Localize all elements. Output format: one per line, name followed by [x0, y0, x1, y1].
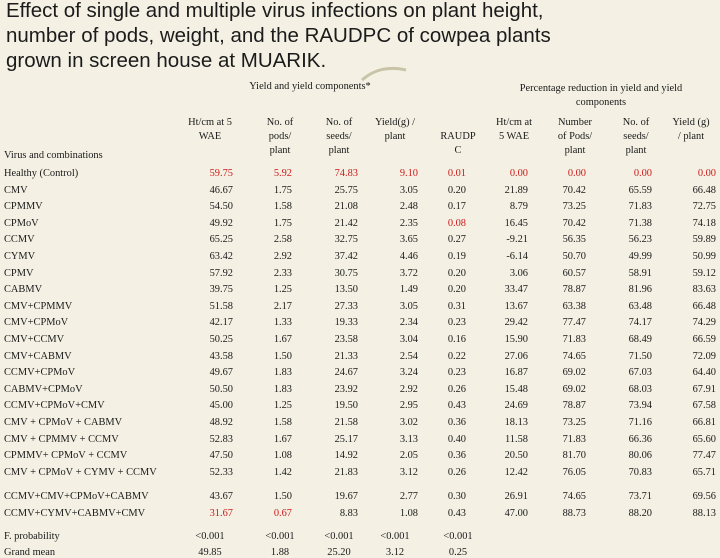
table-cell: 54.50	[209, 201, 233, 213]
table-cell: 78.87	[562, 400, 586, 412]
table-cell: 49.85	[198, 547, 222, 558]
table-cell: 0.31	[447, 300, 466, 312]
table-cell: 0.27	[447, 234, 466, 246]
table-cell: 1.08	[273, 450, 292, 462]
table-cell: 25.75	[334, 184, 358, 196]
row-label: CMV + CPMoV + CABMV	[4, 417, 123, 428]
table-cell: 47.50	[209, 450, 233, 462]
table-cell: 74.65	[562, 491, 586, 503]
table-cell: 47.00	[504, 508, 528, 519]
row-label: CPMoV	[4, 217, 39, 229]
table-cell: 65.59	[628, 184, 652, 196]
table-cell: 74.65	[562, 350, 586, 362]
table-cell: <0.001	[443, 530, 473, 542]
table-cell: 19.50	[334, 400, 358, 412]
table-cell: 68.03	[628, 383, 652, 395]
table-cell: 16.87	[504, 367, 528, 379]
column-header-line: No. of	[266, 117, 294, 128]
table-cell: 49.67	[209, 367, 233, 379]
row-label: CMV+CPMoV	[4, 317, 69, 329]
table-cell: 0.20	[447, 267, 466, 279]
table-cell: 71.38	[628, 217, 652, 229]
table-cell: 2.34	[399, 317, 418, 329]
column-header-line: WAE	[198, 131, 222, 142]
table-cell: 50.99	[692, 251, 716, 262]
row-label: CMV + CPMMV + CCMV	[4, 433, 119, 445]
table-cell: 3.12	[399, 466, 418, 478]
table-cell: 30.75	[334, 267, 358, 279]
table-cell: 81.70	[562, 450, 586, 462]
table-cell: 1.50	[273, 491, 292, 503]
column-header-line: of Pods/	[557, 131, 593, 142]
column-header-line: Ht/cm at	[495, 117, 533, 128]
table-cell: 2.33	[273, 267, 292, 279]
table-cell: 50.50	[209, 383, 233, 395]
table-cell: 88.20	[628, 508, 652, 519]
table-cell: 1.08	[399, 508, 418, 519]
table-cell: -6.14	[506, 251, 528, 262]
table-cell: 3.05	[399, 300, 418, 312]
table-cell: 74.18	[692, 217, 716, 229]
table-cell: 1.25	[273, 400, 292, 412]
table-cell: 59.12	[692, 267, 716, 279]
table-cell: 0.23	[447, 317, 466, 329]
table-cell: 1.50	[273, 350, 292, 362]
table-cell: 59.75	[209, 168, 233, 179]
table-cell: 0.00	[697, 168, 716, 179]
table-cell: 0.25	[448, 547, 468, 558]
table-cell: 0.00	[509, 168, 528, 179]
table-cell: 2.54	[399, 350, 418, 362]
table-cell: <0.001	[380, 530, 410, 542]
table-cell: 1.88	[270, 547, 290, 558]
table-cell: 1.83	[273, 383, 292, 395]
table-cell: <0.001	[265, 530, 295, 542]
table-cell: 63.38	[562, 300, 586, 312]
table-cell: 26.91	[504, 491, 528, 503]
table-cell: 56.35	[562, 234, 586, 246]
table-cell: 76.05	[562, 466, 586, 478]
table-cell: 3.04	[399, 334, 418, 345]
row-label: CMV+CPMMV	[4, 300, 73, 312]
table-cell: 24.67	[334, 367, 358, 379]
table-cell: 0.43	[447, 400, 466, 412]
table-cell: 72.09	[692, 350, 716, 362]
table-cell: 49.99	[628, 251, 652, 262]
column-header-line: plant	[564, 145, 586, 156]
column-header-line: plant	[384, 131, 406, 142]
table-cell: 12.42	[504, 466, 528, 478]
table-cell: 2.92	[273, 251, 292, 262]
table-cell: 0.20	[447, 184, 466, 196]
table-cell: 29.42	[504, 317, 528, 329]
table-cell: 3.72	[399, 267, 418, 279]
column-header-line: RAUDP	[440, 131, 476, 142]
row-label: CMV+CABMV	[4, 350, 72, 362]
table-cell: 11.58	[505, 433, 528, 445]
table-cell: 25.17	[334, 433, 358, 445]
table-cell: 3.05	[399, 184, 418, 196]
column-header-line: seeds/	[326, 131, 352, 142]
table-cell: 33.47	[504, 284, 528, 296]
table-cell: 67.91	[692, 383, 716, 395]
table-cell: 73.25	[562, 417, 586, 428]
table-cell: 21.58	[334, 417, 358, 428]
column-header-line: 5 WAE	[498, 131, 530, 142]
table-cell: 42.17	[209, 317, 233, 329]
table-cell: 50.25	[209, 334, 233, 345]
column-header-line: plant	[625, 145, 647, 156]
table-cell: 19.33	[334, 317, 358, 329]
table-cell: 57.92	[209, 267, 233, 279]
row-label: CCMV+CYMV+CABMV+CMV	[4, 508, 146, 519]
table-cell: 70.42	[562, 184, 586, 196]
table-cell: 0.23	[447, 367, 466, 379]
table-cell: 1.42	[273, 466, 292, 478]
table-cell: 19.67	[334, 491, 358, 503]
table-cell: 0.22	[447, 350, 466, 362]
table-cell: 50.70	[562, 251, 586, 262]
table-cell: 9.10	[399, 168, 418, 179]
table-cell: 69.56	[692, 491, 716, 503]
table-cell: 21.89	[504, 184, 528, 196]
table-cell: 23.58	[334, 334, 358, 345]
table-cell: 21.42	[334, 217, 358, 229]
table-cell: 66.48	[692, 184, 716, 196]
table-cell: 0.36	[447, 417, 466, 428]
table-cell: 0.00	[567, 168, 586, 179]
row-label: CCMV+CPMoV	[4, 367, 76, 379]
table-cell: 5.92	[273, 168, 292, 179]
table-cell: 68.49	[628, 334, 652, 345]
row-label: Grand mean	[4, 547, 56, 558]
table-cell: 67.03	[628, 367, 652, 379]
table-cell: 45.00	[209, 400, 233, 412]
column-header-line: Number	[557, 117, 593, 128]
table-cell: 14.92	[334, 450, 358, 462]
table-cell: 71.50	[628, 350, 652, 362]
table-cell: 69.02	[562, 367, 586, 379]
table-cell: 83.63	[692, 284, 716, 296]
row-label: CABMV	[4, 284, 43, 296]
table-cell: 0.30	[447, 491, 466, 503]
table-cell: 71.16	[628, 417, 652, 428]
table-cell: 31.67	[209, 508, 233, 519]
row-label: CMV + CPMoV + CYMV + CCMV	[4, 466, 157, 478]
table-cell: 65.60	[692, 433, 716, 445]
row-label: CPMV	[4, 267, 34, 279]
table-cell: 69.02	[562, 383, 586, 395]
table-cell: 58.91	[628, 267, 652, 279]
row-label: CPMMV+ CPMoV + CCMV	[4, 450, 128, 462]
table-cell: 2.58	[273, 234, 292, 246]
table-cell: 70.83	[628, 466, 652, 478]
table-cell: 4.46	[399, 251, 418, 262]
table-cell: 0.01	[447, 168, 466, 179]
row-label: Healthy (Control)	[4, 168, 79, 179]
table-cell: 0.43	[447, 508, 466, 519]
column-header-line: / plant	[677, 131, 705, 142]
table-cell: 25.20	[327, 547, 351, 558]
table-cell: 71.83	[628, 201, 652, 213]
table-cell: 1.83	[273, 367, 292, 379]
row-label: CMV+CCMV	[4, 334, 65, 345]
table-cell: 8.79	[509, 201, 528, 213]
table-cell: 23.92	[334, 383, 358, 395]
table-cell: 0.36	[447, 450, 466, 462]
column-header-line: plant	[328, 145, 350, 156]
table-cell: 46.67	[209, 184, 233, 196]
table-cell: 2.95	[399, 400, 418, 412]
table-cell: 88.13	[692, 508, 716, 519]
table-cell: 1.67	[273, 334, 292, 345]
table-cell: 43.67	[209, 491, 233, 503]
table-cell: 63.48	[628, 300, 652, 312]
table-cell: 16.45	[504, 217, 528, 229]
table-cell: 66.36	[628, 433, 652, 445]
table-cell: 71.83	[562, 433, 586, 445]
table-cell: 67.58	[692, 400, 716, 412]
table-cell: 13.50	[334, 284, 358, 296]
group-header-reduction-line1: Percentage reduction in yield and yield	[519, 83, 683, 94]
table-cell: 66.48	[692, 300, 716, 312]
table-cell: 0.26	[447, 383, 466, 395]
table-cell: 63.42	[209, 251, 233, 262]
table-cell: 74.83	[334, 168, 358, 179]
table-cell: 0.40	[447, 433, 466, 445]
table-cell: 0.67	[273, 508, 292, 519]
row-label: CYMV	[4, 251, 36, 262]
table-cell: 3.24	[399, 367, 418, 379]
table-cell: 66.81	[692, 417, 716, 428]
title-line: grown in screen house at MUARIK.	[6, 49, 327, 72]
table-cell: -9.21	[506, 234, 528, 246]
table-cell: 1.67	[273, 433, 292, 445]
table-cell: 2.77	[399, 491, 418, 503]
table-cell: 32.75	[334, 234, 358, 246]
table-cell: 0.20	[447, 284, 466, 296]
table-cell: 51.58	[209, 300, 233, 312]
table-cell: 3.12	[385, 547, 405, 558]
table-cell: 78.87	[562, 284, 586, 296]
table-cell: 81.96	[628, 284, 652, 296]
table-cell: 2.17	[273, 300, 292, 312]
table-cell: 24.69	[504, 400, 528, 412]
table-cell: 0.08	[447, 217, 466, 229]
table-cell: 0.16	[447, 334, 466, 345]
table-cell: 1.75	[273, 184, 292, 196]
slide-title	[6, 0, 551, 73]
table-cell: 37.42	[334, 251, 358, 262]
table-cell: 0.17	[447, 201, 466, 213]
table-cell: 72.75	[692, 201, 716, 213]
title-line: number of pods, weight, and the RAUDPC of cowpea plants	[6, 24, 551, 47]
table-cell: <0.001	[324, 530, 354, 542]
table-cell: 0.00	[633, 168, 652, 179]
table-cell: 2.48	[399, 201, 418, 213]
table-cell: 52.33	[209, 466, 233, 478]
table-cell: 3.06	[509, 267, 528, 279]
row-label: CABMV+CPMoV	[4, 383, 83, 395]
table-cell: 21.33	[334, 350, 358, 362]
table-cell: 0.19	[447, 251, 466, 262]
column-header-line: C	[454, 145, 462, 156]
table-cell: 1.33	[273, 317, 292, 329]
table-cell: 49.92	[209, 217, 233, 229]
table-cell: 21.83	[334, 466, 358, 478]
table-cell: 18.13	[504, 417, 528, 428]
table-cell: 2.92	[399, 383, 418, 395]
row-label: F. probability	[4, 530, 60, 542]
table-cell: 88.73	[562, 508, 586, 519]
table-cell: 70.42	[562, 217, 586, 229]
table-cell: 8.83	[339, 508, 358, 519]
table-cell: 1.58	[273, 417, 292, 428]
table-cell: 43.58	[209, 350, 233, 362]
table-cell: 2.05	[399, 450, 418, 462]
table-cell: 65.25	[209, 234, 233, 246]
column-header-line: No. of	[325, 117, 353, 128]
table-cell: 21.08	[334, 201, 358, 213]
row-label-header: Virus and combinations	[4, 150, 103, 161]
row-label: CPMMV	[4, 201, 43, 213]
table-cell: 66.59	[692, 334, 716, 345]
row-label: CMV	[4, 184, 28, 196]
table-cell: 73.71	[628, 491, 652, 503]
table-cell: 1.58	[273, 201, 292, 213]
column-header	[646, 116, 720, 144]
table-cell: 27.06	[504, 350, 528, 362]
table-cell: 52.83	[209, 433, 233, 445]
table-cell: 65.71	[692, 466, 716, 478]
table-cell: 3.13	[399, 433, 418, 445]
group-header-yield: Yield and yield components*	[249, 81, 371, 92]
table-cell: 0.26	[447, 466, 466, 478]
table-cell: 3.65	[399, 234, 418, 246]
table-cell: 74.29	[692, 317, 716, 329]
table-cell: 74.17	[628, 317, 652, 329]
title-line: Effect of single and multiple virus infections on plant height,	[6, 0, 544, 22]
table-cell: 60.57	[562, 267, 586, 279]
table-cell: 1.49	[399, 284, 418, 296]
table-cell: 39.75	[209, 284, 233, 296]
table-cell: 15.90	[504, 334, 528, 345]
table-cell: 80.06	[628, 450, 652, 462]
group-header-reduction	[492, 82, 710, 110]
table-cell: 1.75	[273, 217, 292, 229]
column-header-line: pods/	[268, 131, 292, 142]
column-header-line: Yield(g) /	[374, 117, 416, 128]
row-label: CCMV	[4, 234, 35, 246]
row-label: CCMV+CPMoV+CMV	[4, 400, 105, 412]
table-cell: 73.94	[628, 400, 652, 412]
table-cell: 71.83	[562, 334, 586, 345]
table-cell: 2.35	[399, 217, 418, 229]
column-header-line: seeds/	[623, 131, 649, 142]
table-cell: 15.48	[504, 383, 528, 395]
table-cell: 27.33	[334, 300, 358, 312]
table-cell: 56.23	[628, 234, 652, 246]
table-cell: 64.40	[692, 367, 716, 379]
table-cell: 20.50	[504, 450, 528, 462]
table-cell: 77.47	[562, 317, 586, 329]
table-cell: 3.02	[399, 417, 418, 428]
table-cell: <0.001	[195, 530, 225, 542]
column-header-line: No. of	[622, 117, 650, 128]
table-cell: 13.67	[504, 300, 528, 312]
column-header-line: Yield (g)	[672, 117, 710, 128]
table-cell: 77.47	[692, 450, 716, 462]
column-header-line: plant	[269, 145, 291, 156]
table-cell: 73.25	[562, 201, 586, 213]
table-cell: 59.89	[692, 234, 716, 246]
column-header-line: Ht/cm at 5	[188, 117, 232, 128]
row-label: CCMV+CMV+CPMoV+CABMV	[4, 491, 149, 503]
table-cell: 48.92	[209, 417, 233, 428]
group-header-reduction-line2: components	[575, 97, 627, 108]
table-cell: 1.25	[273, 284, 292, 296]
